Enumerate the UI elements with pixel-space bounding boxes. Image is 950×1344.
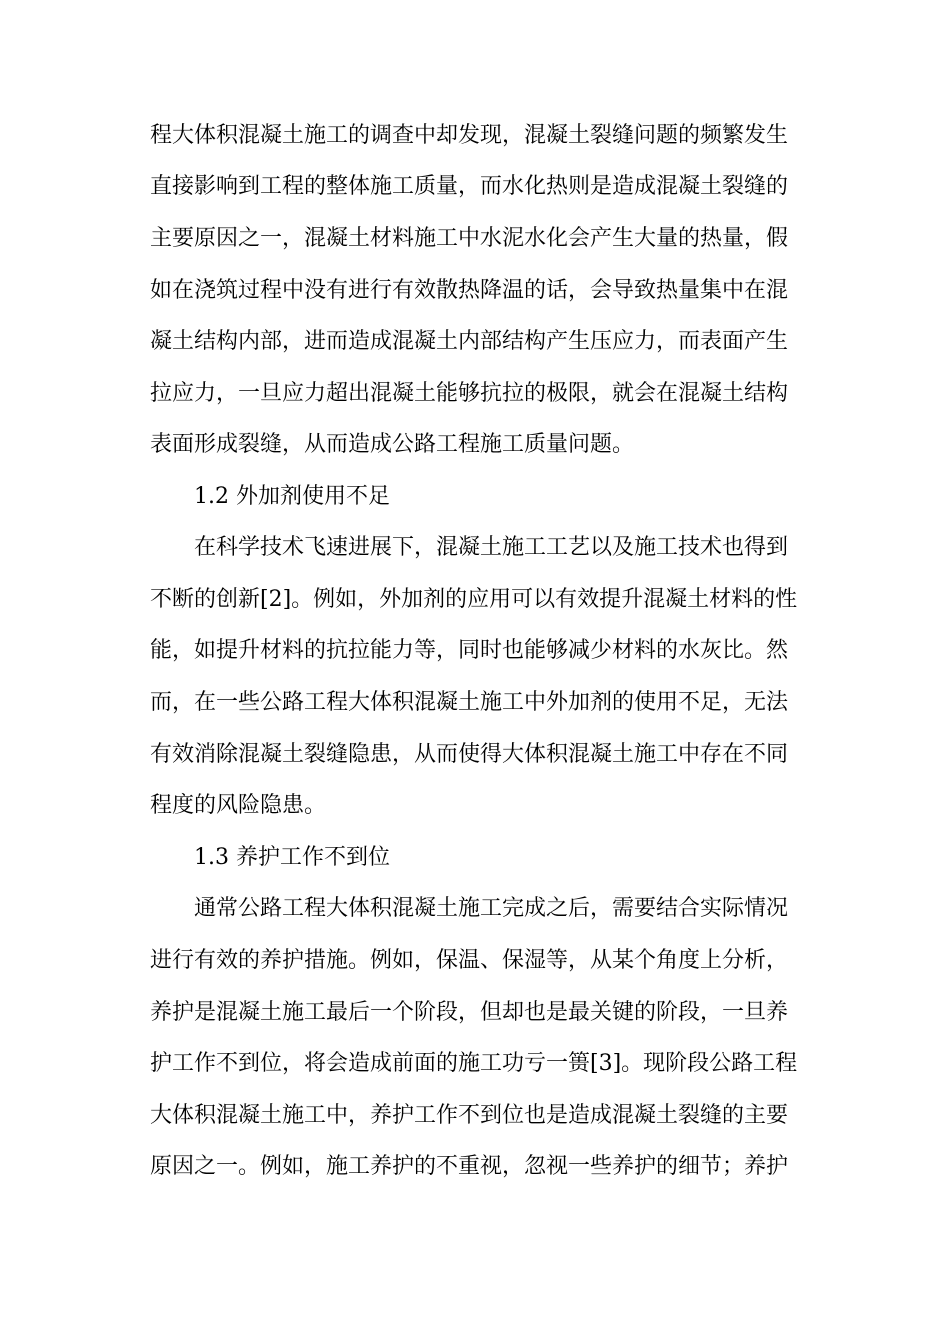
text-line: 进行有效的养护措施。例如，保温、保湿等，从某个角度上分析，: [150, 948, 789, 973]
text-line: 有效消除混凝土裂缝隐患，从而使得大体积混凝土施工中存在不同: [150, 742, 789, 767]
text-line: 直接影响到工程的整体施工质量，而水化热则是造成混凝土裂缝的: [150, 174, 789, 199]
text-line: 在科学技术飞速进展下，混凝土施工工艺以及施工技术也得到: [194, 535, 789, 560]
text-line: 养护是混凝土施工最后一个阶段，但却也是最关键的阶段，一旦养: [150, 1000, 789, 1025]
text-line: 而，在一些公路工程大体积混凝土施工中外加剂的使用不足，无法: [150, 690, 789, 715]
text-line: 不断的创新[2]。例如，外加剂的应用可以有效提升混凝土材料的性: [150, 587, 798, 612]
text-line: 大体积混凝土施工中，养护工作不到位也是造成混凝土裂缝的主要: [150, 1103, 789, 1128]
section-heading-1-3: 1.3 养护工作不到位: [194, 845, 390, 870]
text-line: 主要原因之一，混凝土材料施工中水泥水化会产生大量的热量，假: [150, 226, 789, 251]
text-line: 程大体积混凝土施工的调查中却发现，混凝土裂缝问题的频繁发生: [150, 123, 789, 148]
text-line: 原因之一。例如，施工养护的不重视，忽视一些养护的细节；养护: [150, 1154, 789, 1179]
text-line: 表面形成裂缝，从而造成公路工程施工质量问题。: [150, 432, 635, 457]
text-line: 通常公路工程大体积混凝土施工完成之后，需要结合实际情况: [194, 896, 789, 921]
text-line: 程度的风险隐患。: [150, 793, 327, 818]
text-line: 拉应力，一旦应力超出混凝土能够抗拉的极限，就会在混凝土结构: [150, 381, 789, 406]
text-line: 能，如提升材料的抗拉能力等，同时也能够减少材料的水灰比。然: [150, 638, 789, 663]
text-line: 如在浇筑过程中没有进行有效散热降温的话，会导致热量集中在混: [150, 278, 789, 303]
section-heading-1-2: 1.2 外加剂使用不足: [194, 484, 390, 509]
text-line: 凝土结构内部，进而造成混凝土内部结构产生压应力，而表面产生: [150, 329, 789, 354]
text-line: 护工作不到位，将会造成前面的施工功亏一篑[3]。现阶段公路工程: [150, 1051, 798, 1076]
